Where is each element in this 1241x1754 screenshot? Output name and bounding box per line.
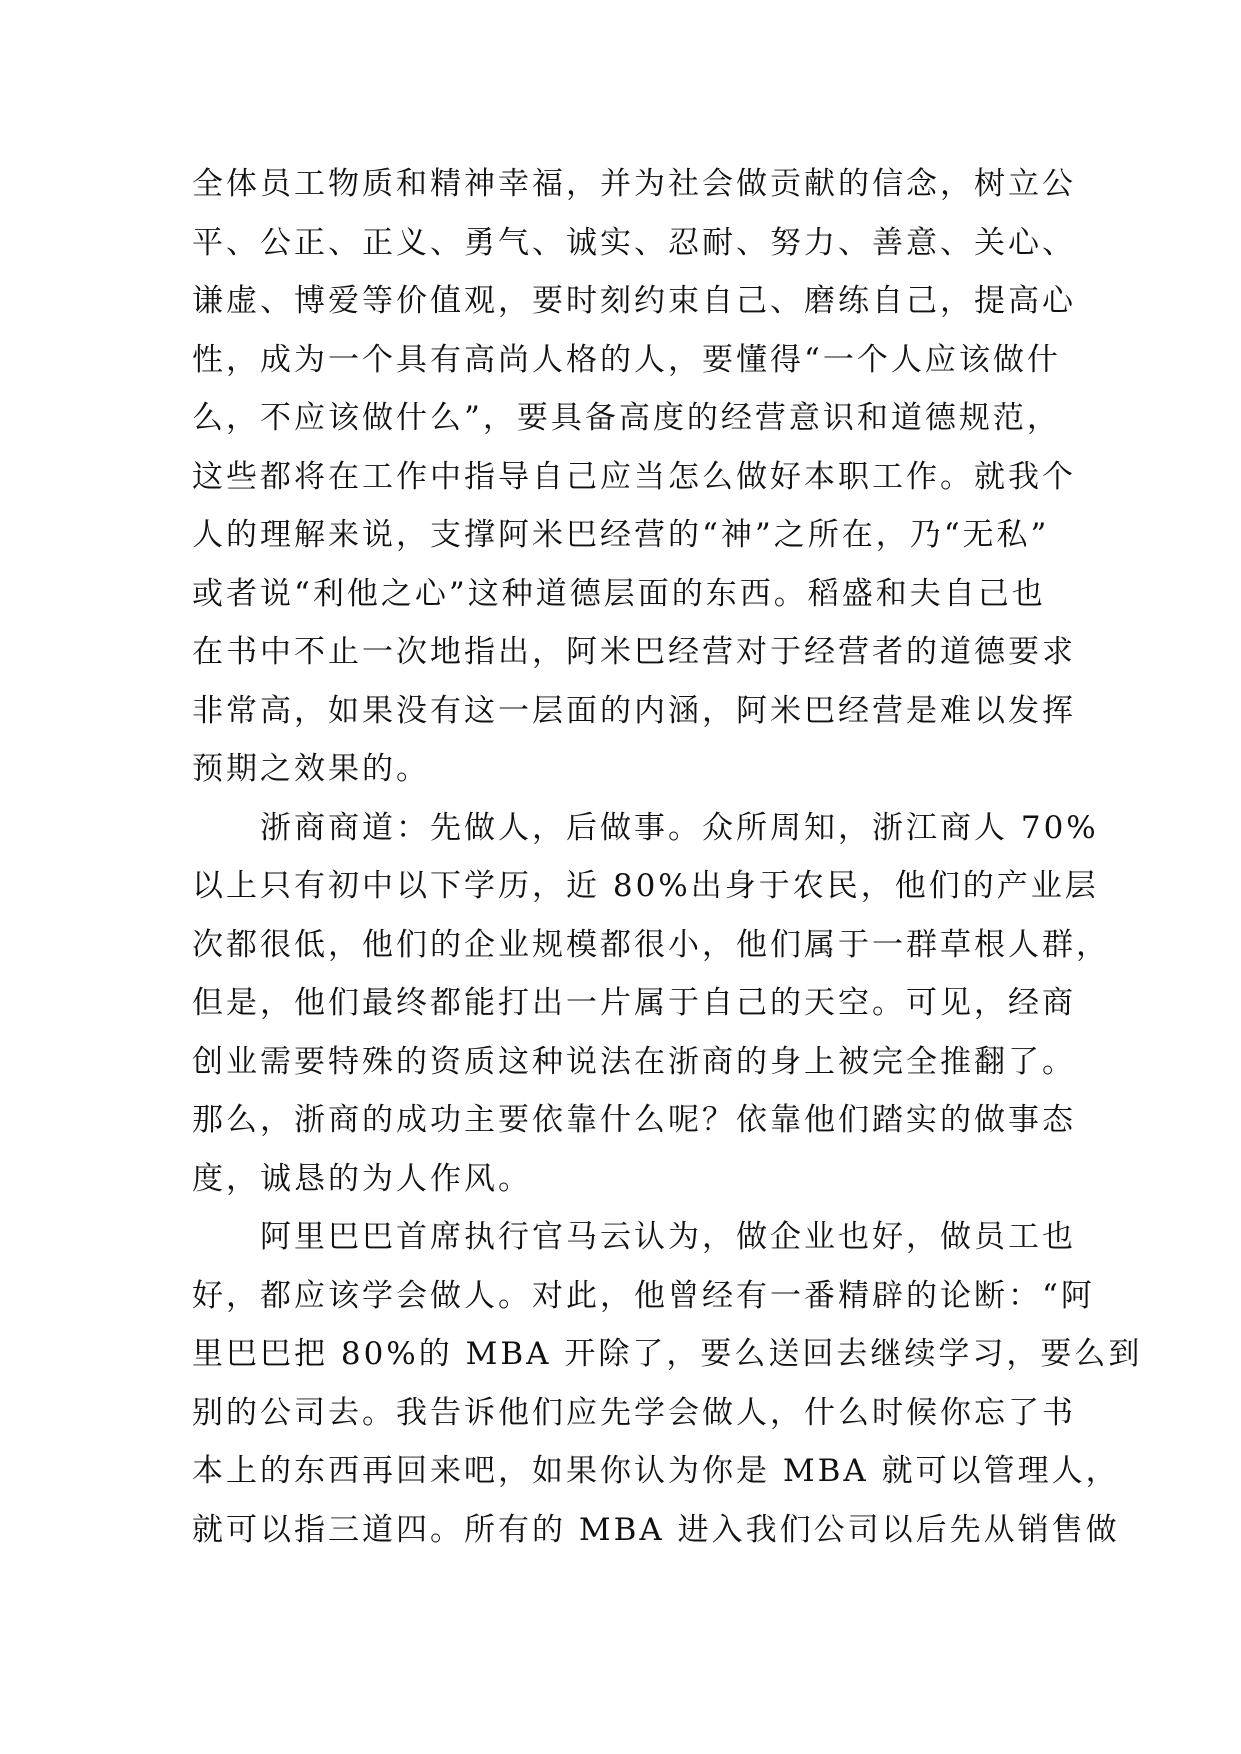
text-line: 性，成为一个具有高尚人格的人，要懂得“一个人应该做什	[192, 341, 1061, 378]
text-line: 以上只有初中以下学历，近 80%出身于农民，他们的产业层	[192, 868, 1099, 904]
text-line: 就可以指三道四。所有的 MBA 进入我们公司以后先从销售做	[192, 1511, 1120, 1548]
text-line: 那么，浙商的成功主要依靠什么呢？依靠他们踏实的做事态	[192, 1102, 1076, 1138]
text-line: 在书中不止一次地指出，阿米巴经营对于经营者的道德要求	[192, 634, 1076, 670]
text-line: 谦虚、博爱等价值观，要时刻约束自己、磨练自己，提高心	[192, 283, 1076, 319]
text-line: 非常高，如果没有这一层面的内涵，阿米巴经营是难以发挥	[192, 692, 1076, 729]
text-line: 好，都应该学会做人。对此，他曾经有一番精辟的论断：“阿	[192, 1277, 1095, 1314]
text-line: 这些都将在工作中指导自己应当怎么做好本职工作。就我个	[192, 458, 1076, 495]
text-line: 别的公司去。我告诉他们应先学会做人，什么时候你忘了书	[192, 1394, 1076, 1431]
text-line: 但是，他们最终都能打出一片属于自己的天空。可见，经商	[192, 985, 1076, 1021]
text-line: 创业需要特殊的资质这种说法在浙商的身上被完全推翻了。	[192, 1043, 1076, 1080]
text-line: 本上的东西再回来吧，如果你认为你是 MBA 就可以管理人，	[192, 1453, 1120, 1489]
text-line: 或者说“利他之心”这种道德层面的东西。稻盛和夫自己也	[192, 575, 1046, 612]
paragraph-first-line: 阿里巴巴首席执行官马云认为，做企业也好，做员工也	[260, 1219, 1076, 1255]
text-line: 么，不应该做什么”，要具备高度的经营意识和道德规范，	[192, 400, 1061, 436]
text-line: 全体员工物质和精神幸福，并为社会做贡献的信念，树立公	[192, 166, 1076, 202]
text-line: 度，诚恳的为人作风。	[192, 1160, 532, 1197]
body-text	[192, 155, 1143, 1559]
text-line: 里巴巴把 80%的 MBA 开除了，要么送回去继续学习，要么到	[192, 1336, 1143, 1372]
text-line: 平、公正、正义、勇气、诚实、忍耐、努力、善意、关心、	[192, 224, 1076, 261]
text-line: 预期之效果的。	[192, 751, 430, 787]
text-line: 人的理解来说，支撑阿米巴经营的“神”之所在，乃“无私”	[192, 517, 1050, 553]
text-line: 次都很低，他们的企业规模都很小，他们属于一群草根人群，	[192, 926, 1110, 963]
paragraph-first-line: 浙商商道：先做人，后做事。众所周知，浙江商人 70%	[260, 809, 1099, 846]
